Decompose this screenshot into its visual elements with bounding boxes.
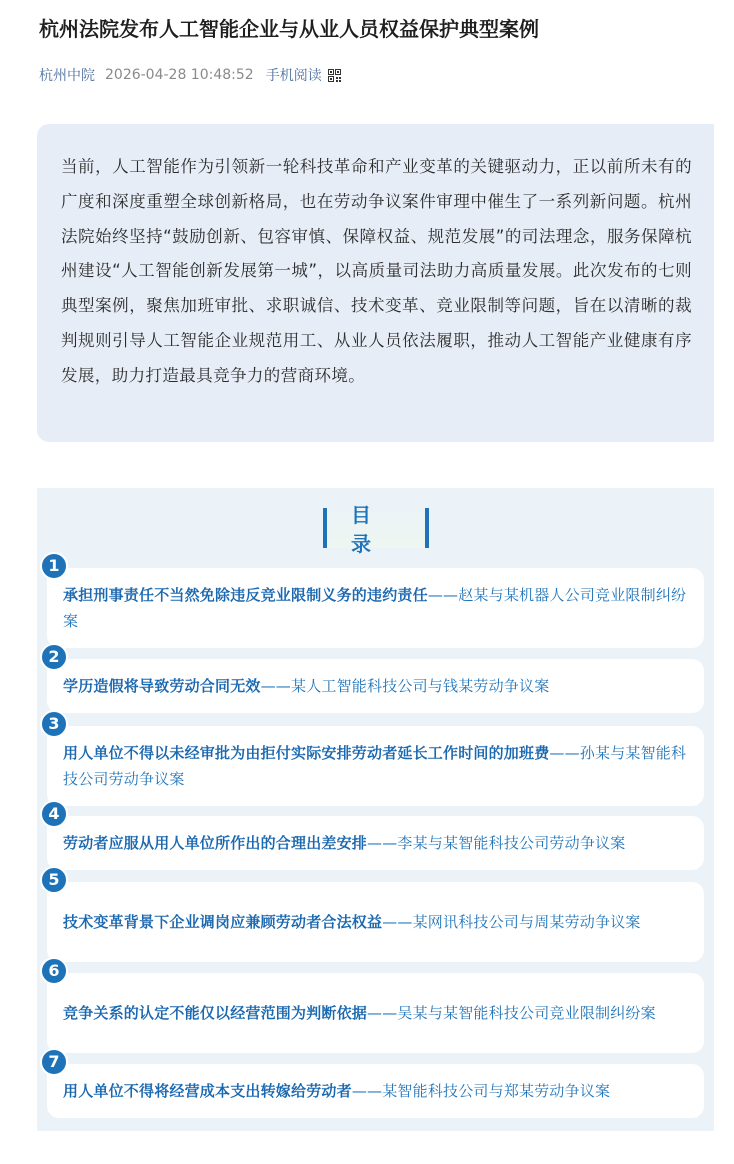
toc-item-head: 劳动者应服从用人单位所作出的合理出差安排 (63, 834, 368, 852)
toc-item-text[interactable] (63, 1000, 690, 1026)
toc-item-text[interactable] (63, 909, 690, 935)
toc-item-text[interactable] (63, 582, 690, 634)
article-meta (39, 64, 341, 86)
toc-item-text[interactable] (63, 1078, 690, 1104)
qr-code-icon[interactable] (328, 69, 341, 82)
toc-item-head: 承担刑事责任不当然免除违反竞业限制义务的违约责任 (63, 586, 428, 604)
toc-item-case: ——某人工智能科技公司与钱某劳动争议案 (260, 677, 550, 695)
item-number-badge: 6 (40, 957, 68, 985)
toc-heading: 目录 (323, 508, 429, 548)
toc-item-4[interactable] (47, 804, 704, 870)
toc-item-3[interactable] (47, 714, 704, 806)
toc-item-case: ——吴某与某智能科技公司竞业限制纠纷案 (367, 1004, 656, 1022)
toc-item-head: 用人单位不得将经营成本支出转嫁给劳动者 (63, 1082, 352, 1100)
toc-item-1[interactable] (47, 556, 704, 648)
item-number-badge: 4 (40, 800, 68, 828)
article-datetime: 2026-04-28 10:48:52 (105, 67, 254, 83)
intro-box (37, 124, 714, 442)
item-number-badge: 3 (40, 710, 68, 738)
toc-item-case: ——某智能科技公司与郑某劳动争议案 (351, 1082, 611, 1100)
article-title: 杭州法院发布人工智能企业与从业人员权益保护典型案例 (39, 17, 539, 41)
toc-item-6[interactable] (47, 961, 704, 1053)
toc-item-7[interactable] (47, 1052, 704, 1118)
toc-item-head: 学历造假将导致劳动合同无效 (63, 677, 261, 695)
item-number-badge: 1 (40, 552, 68, 580)
intro-paragraph: 当前，人工智能作为引领新一轮科技革命和产业变革的关键驱动力，正以前所未有的广度和深度重塑全球创新格局，也在劳动争议案件审理中催生了一系列新问题。杭州法院始终坚持“鼓励创新、包容审慎、保障权益、规范发展”的司法理念，服务保障杭州建设“人工智能创新发展第一城”，以高质量司法助力高质量发展。此次发布的七则典型案例，聚焦加班审批、求职诚信、技术变革、竞业限制等问题，旨在以清晰的裁判规则引导人工智能企业规范用工、从业人员依法履职，推动人工智能产业健康有序发展，助力打造最具竞争力的营商环境。 (61, 157, 692, 385)
mobile-read-link[interactable]: 手机阅读 (265, 68, 322, 84)
toc-item-head: 竞争关系的认定不能仅以经营范围为判断依据 (63, 1004, 368, 1022)
toc-item-text[interactable] (63, 830, 690, 856)
toc-item-text[interactable] (63, 740, 690, 792)
toc-item-text[interactable] (63, 673, 690, 699)
toc-item-head: 技术变革背景下企业调岗应兼顾劳动者合法权益 (63, 913, 383, 931)
toc-item-2[interactable] (47, 647, 704, 713)
item-number-badge: 2 (40, 643, 68, 671)
table-of-contents (37, 488, 714, 1131)
toc-item-case: ——孙某与某智能科技公司劳动争议案 (63, 744, 687, 788)
toc-item-head: 用人单位不得以未经审批为由拒付实际安排劳动者延长工作时间的加班费 (63, 744, 550, 762)
article-source[interactable]: 杭州中院 (39, 68, 95, 84)
item-number-badge: 5 (40, 866, 68, 894)
toc-item-case: ——李某与某智能科技公司劳动争议案 (367, 834, 626, 852)
toc-item-case: ——某网讯科技公司与周某劳动争议案 (382, 913, 641, 931)
toc-item-case: ——赵某与某机器人公司竞业限制纠纷案 (63, 586, 687, 630)
toc-item-5[interactable] (47, 870, 704, 962)
item-number-badge: 7 (40, 1048, 68, 1076)
